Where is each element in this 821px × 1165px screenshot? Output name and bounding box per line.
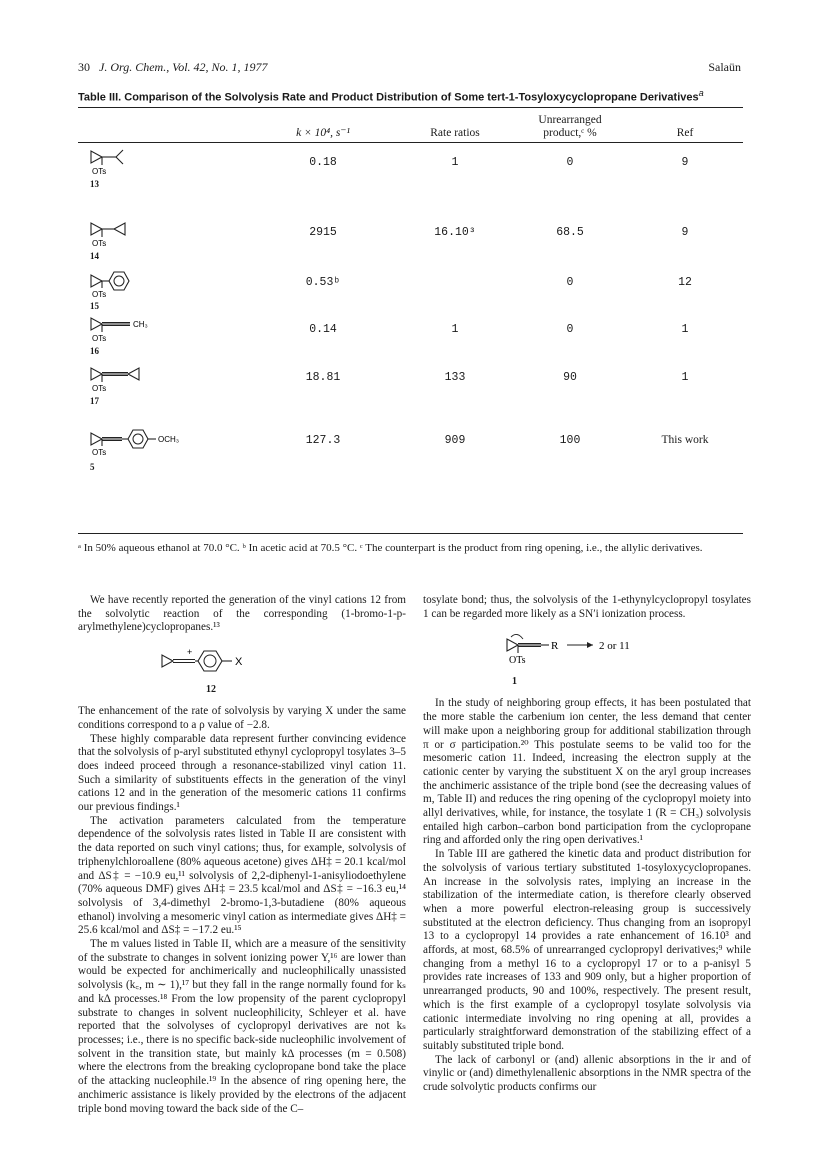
structure-17-drawing	[90, 367, 230, 411]
structure-16-methyl: CH₃	[133, 320, 148, 329]
row14-ratio: 16.10³	[434, 226, 476, 239]
structure-16-ots: OTs	[92, 334, 107, 343]
table-caption-text: Table III. Comparison of the Solvolysis Rate and Product Distribution of Some tert-1-Tosyloxycyclopropane Derivatives	[78, 91, 699, 104]
left-paragraph-1: We have recently reported the generation of the vinyl cations 12 from the solvolytic reaction of the corresponding (1-bromo-1-p-arylmethylene)cyclopropanes.¹³	[78, 594, 406, 634]
table-footnote: ᵃ In 50% aqueous ethanol at 70.0 °C. ᵇ In acetic acid at 70.5 °C. ᶜ The counterpart is the product from ring opening, i.e., the allylic derivatives.	[78, 542, 703, 554]
row5-ref: This work	[661, 434, 709, 446]
structure-5	[90, 428, 250, 472]
structure-5-drawing	[90, 428, 250, 472]
structure-14	[90, 222, 230, 266]
compound-number-13: 13	[90, 179, 99, 189]
page-number: 30	[78, 60, 90, 74]
left-paragraph-2: The enhancement of the rate of solvolysis by varying X under the same conditions correspond to a ρ value of −2.8.	[78, 705, 406, 731]
right-paragraph-3: In Table III are gathered the kinetic data and product distribution for the solvolysis of various tertiary substituted 1-tosyloxycyclopropanes. An increase in the solvolysis rates, implying an increase in the stabilization of the intermediate cation, is therefore clearly observed when a more powerful electron-releasing group is successively substituted at the electron deficiency. Thus changing from an isopropyl 13 to a cyclopropyl 14 provides a rate enhancement of 16.10³ and affords, at most, 68.5% of unrearranged cyclopropyl derivatives;⁹ while changing from a methyl 16 to a cyclopropyl 17 or to a p-anisyl 5 provides rate increases of 133 and 909 only, but a higher proportion of unrearranged products, 90 and 100%, respectively. The present result, which is the first example of a cyclopropyl tosylate solvolysis via cationic intermediate involving no ring opening at all, provides a particularly straightforward demonstration of the stabilizing effect of a suitably substituted triple bond.	[423, 848, 751, 1052]
structure-5-ots: OTs	[92, 448, 107, 457]
scheme-12-drawing	[158, 641, 338, 681]
right-column	[423, 594, 751, 1095]
table-bottom-rule	[78, 533, 743, 534]
row13-ratio: 1	[451, 156, 459, 169]
row5-k: 127.3	[305, 434, 341, 447]
row14-unrearranged: 68.5	[556, 226, 584, 239]
running-header-left	[78, 60, 268, 75]
row16-ref: 1	[681, 323, 689, 336]
row17-ref: 1	[681, 371, 689, 384]
structure-14-ots: OTs	[92, 239, 107, 248]
compound-number-14: 14	[90, 251, 99, 261]
structure-16	[90, 317, 230, 361]
col-header-unrearranged-2: product,ᶜ %	[543, 127, 597, 139]
scheme-1-label: 1	[512, 676, 517, 688]
row5-ratio: 909	[444, 434, 466, 447]
scheme-12-substituent: X	[235, 656, 243, 669]
row15-unrearranged: 0	[566, 276, 574, 289]
row15-ref: 12	[678, 276, 692, 289]
scheme-12	[78, 641, 406, 699]
left-paragraph-3: These highly comparable data represent further convincing evidence that the solvolysis of p-aryl substituted ethynyl cyclopropyl tosylates 3–5 does indeed proceed through a resonance-stabilized vinyl cation 11. Such a similarity of substituents effects in the generation of the vinyl cations 12 and in the generation of the mesomeric cations 11 confirms our previous findings.¹	[78, 732, 406, 814]
row14-ref: 9	[681, 226, 689, 239]
scheme-1	[423, 627, 751, 691]
left-paragraph-5: The m values listed in Table II, which are a measure of the sensitivity of the substrate to changes in solvent ionizing power Y,¹⁶ are lower than would be expected for anchimerically and nucleophilically unassisted solvolysis (k꜀, m ∼ 1),¹⁷ but they fall in the range normally found for kₛ and kΔ processes.¹⁸ From the low propensity of the parent cyclopropyl substrate to changes in solvent nucleophilicity, Schleyer et al. have reported that the solvolyses of cyclopropyl derivatives are not kₛ processes; i.e., there is no specific back-side nucleophilic involvement of solvent in the transition state, but mainly kΔ processes (m = 0.508) where the electrons from the breaking cyclopropane bond take the place of the attacking nucleophile.¹⁹ In the absence of ring opening here, the anchimeric assistance is likely provided by the electrons of the adjacent triple bond moving toward the back side of the C–	[78, 938, 406, 1115]
journal-citation: J. Org. Chem., Vol. 42, No. 1, 1977	[99, 60, 268, 74]
structure-13-drawing	[90, 150, 230, 194]
col-header-k: k × 10⁴, s⁻¹	[296, 127, 350, 139]
left-paragraph-4: The activation parameters calculated from the temperature dependence of the solvolysis rates listed in Table II are consistent with the data reported on such vinyl cations; thus, for example, solvolysis of triphenylchloroallene (80% aqueous acetone) gives ΔH‡ = 20.1 kcal/mol and ΔS‡ = −10.9 eu,¹¹ solvolysis of 2,2-diphenyl-1-anisyliodoethylene (70% aqueous DMF) gives ΔH‡ = 23.5 kcal/mol and ΔS‡ = −16.3 eu,¹⁴ solvolysis of 3,4-dimethyl 2-bromo-1,3-butadiene (80% aqueous ethanol) involving a mesomeric vinyl cation as intermediate gives ΔH‡ = 25.6 kcal/mol and ΔS‡ = −17.2 eu.¹⁵	[78, 814, 406, 937]
table-top-rule	[78, 107, 743, 108]
compound-number-5: 5	[90, 462, 95, 472]
compound-number-17: 17	[90, 396, 99, 406]
col-header-ratio: Rate ratios	[430, 127, 480, 139]
running-header-author: Salaün	[708, 60, 741, 74]
compound-number-15: 15	[90, 301, 99, 311]
col-header-ref: Ref	[676, 127, 694, 139]
left-column	[78, 594, 406, 1116]
row17-unrearranged: 90	[563, 371, 577, 384]
row13-k: 0.18	[309, 156, 337, 169]
right-paragraph-2: In the study of neighboring group effects, it has been postulated that the more stable the carbenium ion center, the less demand that center will make upon a neighboring group for additional stabilization through π or σ participation.²⁰ This postulate seems to be valid too for the mesomeric cation 11. Indeed, increasing the electron supply at the cationic center by varying the substituent X on the aryl group increases the anchimeric assistance of the triple bond (see the decreasing values of m, Table II) and reduces the ring opening of the cyclopropyl moiety into allyl derivatives, while, for instance, the tosylate 1 (R = CH₃) solvolysis entailed high carbon–carbon bond participation from the cyclopropane ring and afforded only the ring open derivatives.¹	[423, 697, 751, 847]
row5-unrearranged: 100	[559, 434, 581, 447]
row13-unrearranged: 0	[566, 156, 574, 169]
row16-ratio: 1	[451, 323, 459, 336]
row14-k: 2915	[309, 226, 337, 239]
structure-15-ots: OTs	[92, 290, 107, 299]
row15-k: 0.53ᵇ	[305, 276, 341, 289]
table-caption	[78, 88, 758, 104]
structure-14-drawing	[90, 222, 230, 266]
row17-ratio: 133	[444, 371, 466, 384]
structure-5-methoxy: OCH₃	[158, 435, 180, 444]
scheme-12-charge: +	[187, 647, 193, 658]
structure-15-drawing	[90, 270, 230, 314]
scheme-1-product: 2 or 11	[599, 640, 630, 653]
row16-unrearranged: 0	[566, 323, 574, 336]
table-header-rule	[78, 142, 743, 143]
compound-number-16: 16	[90, 346, 99, 356]
scheme-1-r-group: R	[551, 640, 559, 653]
right-paragraph-4: The lack of carbonyl or (and) allenic absorptions in the ir and of vinylic or (and) dimethylenallenic absorptions in the NMR spectra of the crude solvolytic products confirms our	[423, 1053, 751, 1094]
scheme-12-label: 12	[206, 684, 216, 696]
structure-16-drawing	[90, 317, 230, 361]
row13-ref: 9	[681, 156, 689, 169]
reaction-arrow-icon	[587, 642, 593, 648]
structure-13	[90, 150, 230, 194]
structure-17-ots: OTs	[92, 384, 107, 393]
row17-k: 18.81	[305, 371, 341, 384]
structure-13-ots: OTs	[92, 167, 107, 176]
scheme-1-drawing	[503, 631, 723, 679]
structure-17	[90, 367, 230, 411]
col-header-unrearranged-1: Unrearranged	[538, 114, 602, 126]
row16-k: 0.14	[309, 323, 337, 336]
table-caption-note: a	[698, 88, 704, 98]
right-paragraph-1: tosylate bond; thus, the solvolysis of the 1-ethynylcyclopropyl tosylates 1 can be regarded more likely as a SN′i ionization process.	[423, 594, 751, 620]
structure-15	[90, 270, 230, 314]
scheme-1-ots: OTs	[509, 655, 526, 667]
